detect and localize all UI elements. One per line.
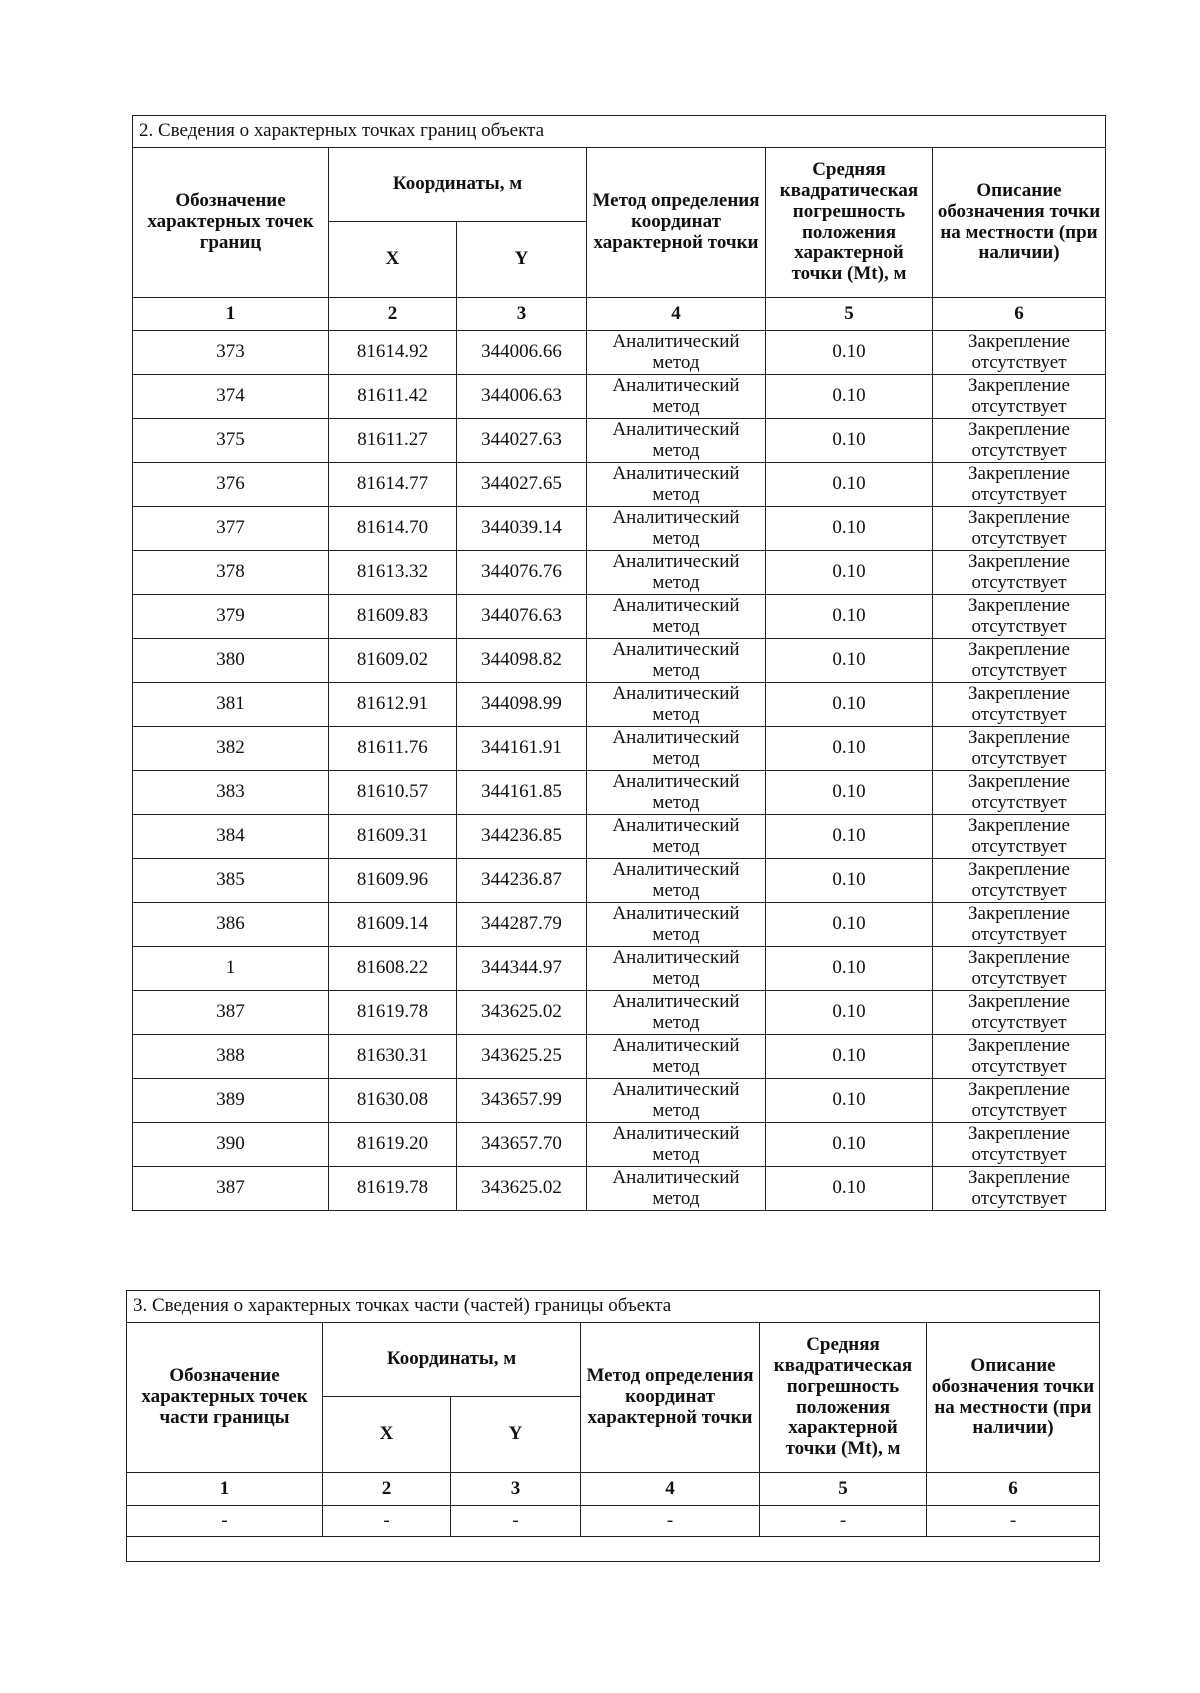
header-method: Метод определения координат характерной точки [581, 1323, 760, 1473]
header-method: Метод определения координат характерной точки [587, 148, 766, 298]
x-coordinate-cell: 81611.76 [329, 727, 457, 771]
y-coordinate-cell: 344006.63 [457, 375, 587, 419]
point-id-cell: 383 [133, 771, 329, 815]
empty-table-row [127, 1537, 1100, 1562]
header-designation: Обозначение характерных точек части границы [127, 1323, 323, 1473]
x-coordinate-cell: 81630.31 [329, 1035, 457, 1079]
y-coordinate-cell: 344287.79 [457, 903, 587, 947]
y-coordinate-cell: 344236.85 [457, 815, 587, 859]
col-number: 5 [766, 298, 933, 331]
section2-title: 2. Сведения о характерных точках границ объекта [133, 116, 1106, 148]
description-cell: Закрепление отсутствует [933, 375, 1106, 419]
table-row [133, 815, 1106, 859]
table-row [127, 1506, 1100, 1537]
col-number: 4 [581, 1473, 760, 1506]
y-coordinate-cell: 344344.97 [457, 947, 587, 991]
point-id-cell: 374 [133, 375, 329, 419]
y-coordinate-cell: 343625.02 [457, 991, 587, 1035]
mt-error-cell: 0.10 [766, 1079, 933, 1123]
mt-error-cell: 0.10 [766, 507, 933, 551]
method-cell: Аналитический метод [587, 507, 766, 551]
col-number: 5 [760, 1473, 927, 1506]
point-id-cell: 380 [133, 639, 329, 683]
method-cell: Аналитический метод [587, 419, 766, 463]
y-coordinate-cell: 343625.02 [457, 1167, 587, 1211]
y-coordinate-cell: 344076.63 [457, 595, 587, 639]
x-coordinate-cell: 81608.22 [329, 947, 457, 991]
table-row [133, 903, 1106, 947]
point-id-cell: 373 [133, 331, 329, 375]
mt-error-cell: 0.10 [766, 463, 933, 507]
header-error: Средняя квадратическая погрешность положения характерной точки (Mt), м [760, 1323, 927, 1473]
col-number: 2 [329, 298, 457, 331]
point-id-cell: 382 [133, 727, 329, 771]
mt-error-cell: 0.10 [766, 683, 933, 727]
table-row [133, 683, 1106, 727]
description-cell: Закрепление отсутствует [933, 1079, 1106, 1123]
x-coordinate-cell: 81609.96 [329, 859, 457, 903]
mt-error-cell: 0.10 [766, 771, 933, 815]
mt-error-cell: 0.10 [766, 331, 933, 375]
method-cell: Аналитический метод [587, 1123, 766, 1167]
description-cell: Закрепление отсутствует [933, 859, 1106, 903]
description-cell: Закрепление отсутствует [933, 903, 1106, 947]
method-cell: Аналитический метод [587, 463, 766, 507]
header-error: Средняя квадратическая погрешность положения характерной точки (Mt), м [766, 148, 933, 298]
y-coordinate-cell: 344236.87 [457, 859, 587, 903]
table-row [133, 1035, 1106, 1079]
x-coordinate-cell: 81614.92 [329, 331, 457, 375]
col-number: 6 [933, 298, 1106, 331]
header-y: Y [451, 1397, 581, 1473]
y-coordinate-cell: 344161.85 [457, 771, 587, 815]
mt-error-cell: 0.10 [766, 1167, 933, 1211]
mt-error-cell: 0.10 [766, 903, 933, 947]
mt-error-cell: - [760, 1506, 927, 1537]
x-coordinate-cell: 81614.77 [329, 463, 457, 507]
description-cell: Закрепление отсутствует [933, 463, 1106, 507]
method-cell: Аналитический метод [587, 551, 766, 595]
x-coordinate-cell: 81619.78 [329, 991, 457, 1035]
x-coordinate-cell: - [323, 1506, 451, 1537]
method-cell: Аналитический метод [587, 727, 766, 771]
point-id-cell: 376 [133, 463, 329, 507]
table-row [133, 595, 1106, 639]
mt-error-cell: 0.10 [766, 947, 933, 991]
point-id-cell: 384 [133, 815, 329, 859]
method-cell: Аналитический метод [587, 991, 766, 1035]
col-number: 3 [457, 298, 587, 331]
table-row [133, 507, 1106, 551]
method-cell: Аналитический метод [587, 1035, 766, 1079]
description-cell: - [927, 1506, 1100, 1537]
point-id-cell: 1 [133, 947, 329, 991]
description-cell: Закрепление отсутствует [933, 683, 1106, 727]
mt-error-cell: 0.10 [766, 551, 933, 595]
description-cell: Закрепление отсутствует [933, 947, 1106, 991]
table-row [133, 419, 1106, 463]
table-row [133, 991, 1106, 1035]
description-cell: Закрепление отсутствует [933, 727, 1106, 771]
description-cell: Закрепление отсутствует [933, 595, 1106, 639]
mt-error-cell: 0.10 [766, 1035, 933, 1079]
description-cell: Закрепление отсутствует [933, 419, 1106, 463]
method-cell: Аналитический метод [587, 771, 766, 815]
section3-title: 3. Сведения о характерных точках части (частей) границы объекта [127, 1291, 1100, 1323]
x-coordinate-cell: 81613.32 [329, 551, 457, 595]
x-coordinate-cell: 81619.78 [329, 1167, 457, 1211]
x-coordinate-cell: 81609.31 [329, 815, 457, 859]
x-coordinate-cell: 81611.42 [329, 375, 457, 419]
description-cell: Закрепление отсутствует [933, 1167, 1106, 1211]
table-row [133, 947, 1106, 991]
y-coordinate-cell: 344006.66 [457, 331, 587, 375]
y-coordinate-cell: 344098.99 [457, 683, 587, 727]
point-id-cell: 378 [133, 551, 329, 595]
x-coordinate-cell: 81630.08 [329, 1079, 457, 1123]
empty-cell [127, 1537, 1100, 1562]
col-number: 4 [587, 298, 766, 331]
method-cell: Аналитический метод [587, 815, 766, 859]
header-x: X [323, 1397, 451, 1473]
point-id-cell: 377 [133, 507, 329, 551]
mt-error-cell: 0.10 [766, 419, 933, 463]
mt-error-cell: 0.10 [766, 815, 933, 859]
col-number: 1 [133, 298, 329, 331]
method-cell: Аналитический метод [587, 1079, 766, 1123]
mt-error-cell: 0.10 [766, 1123, 933, 1167]
point-id-cell: 389 [133, 1079, 329, 1123]
y-coordinate-cell: 344098.82 [457, 639, 587, 683]
x-coordinate-cell: 81614.70 [329, 507, 457, 551]
col-number: 2 [323, 1473, 451, 1506]
method-cell: Аналитический метод [587, 331, 766, 375]
point-id-cell: 388 [133, 1035, 329, 1079]
point-id-cell: - [127, 1506, 323, 1537]
point-id-cell: 387 [133, 991, 329, 1035]
method-cell: Аналитический метод [587, 595, 766, 639]
description-cell: Закрепление отсутствует [933, 1035, 1106, 1079]
method-cell: Аналитический метод [587, 639, 766, 683]
table-row [133, 771, 1106, 815]
y-coordinate-cell: 344027.63 [457, 419, 587, 463]
x-coordinate-cell: 81610.57 [329, 771, 457, 815]
y-coordinate-cell: 344027.65 [457, 463, 587, 507]
y-coordinate-cell: - [451, 1506, 581, 1537]
point-id-cell: 385 [133, 859, 329, 903]
section3-table [126, 1290, 1100, 1562]
col-number: 6 [927, 1473, 1100, 1506]
point-id-cell: 375 [133, 419, 329, 463]
description-cell: Закрепление отсутствует [933, 639, 1106, 683]
table-row [133, 375, 1106, 419]
y-coordinate-cell: 344039.14 [457, 507, 587, 551]
header-y: Y [457, 222, 587, 298]
table-row [133, 1079, 1106, 1123]
method-cell: Аналитический метод [587, 1167, 766, 1211]
header-x: X [329, 222, 457, 298]
y-coordinate-cell: 343657.99 [457, 1079, 587, 1123]
y-coordinate-cell: 344161.91 [457, 727, 587, 771]
description-cell: Закрепление отсутствует [933, 771, 1106, 815]
col-number: 1 [127, 1473, 323, 1506]
table-row [133, 727, 1106, 771]
table-row [133, 551, 1106, 595]
method-cell: - [581, 1506, 760, 1537]
description-cell: Закрепление отсутствует [933, 815, 1106, 859]
table-row [133, 1167, 1106, 1211]
method-cell: Аналитический метод [587, 947, 766, 991]
y-coordinate-cell: 343657.70 [457, 1123, 587, 1167]
point-id-cell: 386 [133, 903, 329, 947]
header-coordinates: Координаты, м [323, 1323, 581, 1397]
description-cell: Закрепление отсутствует [933, 331, 1106, 375]
table-row [133, 1123, 1106, 1167]
y-coordinate-cell: 343625.25 [457, 1035, 587, 1079]
header-designation: Обозначение характерных точек границ [133, 148, 329, 298]
mt-error-cell: 0.10 [766, 639, 933, 683]
y-coordinate-cell: 344076.76 [457, 551, 587, 595]
point-id-cell: 390 [133, 1123, 329, 1167]
table-row [133, 331, 1106, 375]
mt-error-cell: 0.10 [766, 595, 933, 639]
section2-table [132, 115, 1106, 1211]
table-row [133, 463, 1106, 507]
method-cell: Аналитический метод [587, 903, 766, 947]
method-cell: Аналитический метод [587, 375, 766, 419]
method-cell: Аналитический метод [587, 859, 766, 903]
x-coordinate-cell: 81619.20 [329, 1123, 457, 1167]
x-coordinate-cell: 81609.83 [329, 595, 457, 639]
description-cell: Закрепление отсутствует [933, 991, 1106, 1035]
mt-error-cell: 0.10 [766, 859, 933, 903]
x-coordinate-cell: 81609.14 [329, 903, 457, 947]
x-coordinate-cell: 81609.02 [329, 639, 457, 683]
mt-error-cell: 0.10 [766, 727, 933, 771]
header-description: Описание обозначения точки на местности (при наличии) [933, 148, 1106, 298]
point-id-cell: 379 [133, 595, 329, 639]
mt-error-cell: 0.10 [766, 991, 933, 1035]
description-cell: Закрепление отсутствует [933, 507, 1106, 551]
method-cell: Аналитический метод [587, 683, 766, 727]
description-cell: Закрепление отсутствует [933, 1123, 1106, 1167]
x-coordinate-cell: 81611.27 [329, 419, 457, 463]
point-id-cell: 387 [133, 1167, 329, 1211]
table-row [133, 639, 1106, 683]
col-number: 3 [451, 1473, 581, 1506]
mt-error-cell: 0.10 [766, 375, 933, 419]
table-row [133, 859, 1106, 903]
point-id-cell: 381 [133, 683, 329, 727]
description-cell: Закрепление отсутствует [933, 551, 1106, 595]
header-description: Описание обозначения точки на местности (при наличии) [927, 1323, 1100, 1473]
x-coordinate-cell: 81612.91 [329, 683, 457, 727]
header-coordinates: Координаты, м [329, 148, 587, 222]
